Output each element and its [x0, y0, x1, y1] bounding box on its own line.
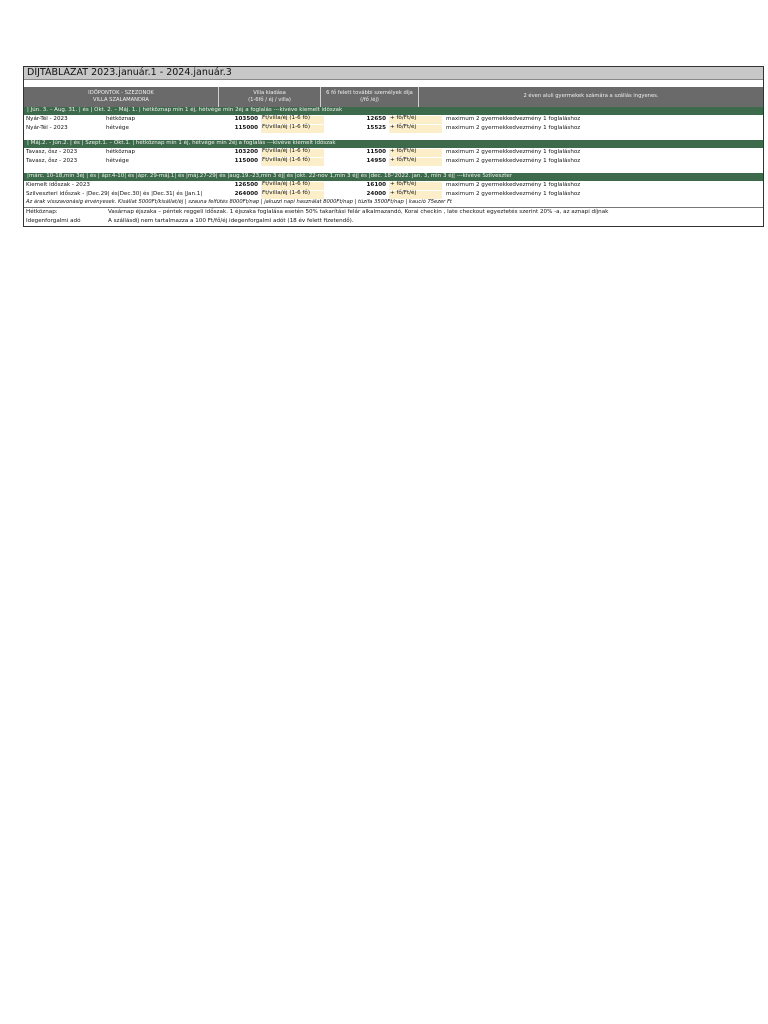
table-title	[24, 67, 763, 80]
info-text: Vasárnap éjszaka – péntek reggeli időszak. 1 éjszaka foglalása esetén 50% takarítási felár alkalmazandó, Korai checkin , late checkout egyeztetés szerint 20% -a, az aznapi díjnak	[108, 208, 609, 215]
row-child-discount: maximum 2 gyermekkedvezmény 1 foglaláshoz	[446, 148, 581, 155]
row-child-discount: maximum 2 gyermekkedvezmény 1 foglaláshoz	[446, 124, 581, 131]
row-price: 103200	[234, 148, 258, 155]
row-price: 103500	[234, 115, 258, 122]
row-price-unit: Ft/villa/éj (1-6 fő)	[261, 125, 324, 133]
row-price-unit: Ft/villa/éj (1-6 fő)	[261, 182, 324, 190]
header-children-text: 2 éven aluli gyermekek számára a szállás ingyenes.	[523, 93, 659, 100]
info-row	[24, 217, 763, 226]
table-row	[24, 148, 763, 157]
header-villa-rent-line1: Villa kiadása	[253, 89, 286, 96]
row-extra-unit: + fő/Ft/éj	[389, 116, 442, 124]
header-extra-persons	[321, 87, 419, 107]
row-price: 126500	[234, 181, 258, 188]
row-day-type: hétvége	[106, 157, 129, 164]
row-day-type: hétvége	[106, 124, 129, 131]
table-header	[24, 87, 763, 107]
header-periods-line2: VILLA SZALAMANDRA	[93, 97, 149, 103]
spacer	[24, 80, 763, 87]
header-extra-persons-line1: 6 fő felett további személyek díja	[326, 89, 413, 96]
row-period: Kiemelt időszak - 2023	[26, 181, 90, 188]
row-child-discount: maximum 2 gyermekkedvezmény 1 foglaláshoz	[446, 157, 581, 164]
row-extra-unit: + fő/Ft/éj	[389, 182, 442, 190]
row-child-discount: maximum 2 gyermekkedvezmény 1 foglaláshoz	[446, 181, 581, 188]
row-extra-unit: + fő/Ft/éj	[389, 158, 442, 166]
header-children	[419, 87, 763, 107]
header-periods	[24, 87, 219, 107]
price-table	[23, 66, 764, 227]
season-banner: |márc. 10-18,min 3éj | és | ápr.4-10| és |ápr. 29-máj.1| és |máj.27-29| és |aug.19.-23,min 3 éj| és |okt. 22-nov 1,min 3 éj| és |dec. 18-'2022. jan. 3, min 3 éj| ---kivéve Szilveszter	[24, 173, 763, 181]
row-price-unit: Ft/villa/éj (1-6 fő)	[261, 149, 324, 157]
row-extra-price: 15525	[366, 124, 386, 131]
info-row	[24, 208, 763, 217]
row-period: Tavasz, ősz - 2023	[26, 148, 78, 155]
row-day-type: hétköznap	[106, 148, 136, 155]
row-extra-price: 16100	[366, 181, 386, 188]
row-price: 264000	[234, 190, 258, 197]
row-price-unit: Ft/villa/éj (1-6 fő)	[261, 158, 324, 166]
table-row	[24, 115, 763, 124]
row-period: Tavasz, ősz - 2023	[26, 157, 78, 164]
row-child-discount: maximum 2 gyermekkedvezmény 1 foglaláshoz	[446, 190, 581, 197]
row-extra-price: 12650	[366, 115, 386, 122]
row-child-discount: maximum 2 gyermekkedvezmény 1 foglaláshoz	[446, 115, 581, 122]
title-text: DÍJTÁBLÁZAT 2023.január.1 - 2024.január.3	[27, 67, 232, 79]
row-extra-price: 14950	[366, 157, 386, 164]
header-villa-rent	[219, 87, 321, 107]
row-price: 115000	[234, 124, 258, 131]
row-price: 115000	[234, 157, 258, 164]
row-period: Szilveszteri időszak - |Dec.29| és|Dec.30| és |Dec.31| és |Jan.1|	[26, 190, 203, 197]
season-banner: | Máj.2. - Jún.2. | és | Szept.1. – Okt.1. | hétköznap min 1 éj, hétvége min 2éj a foglalás ---kivéve kiemelt időszak	[24, 140, 763, 148]
info-label: Hétköznap:	[26, 208, 58, 215]
row-gap	[24, 133, 763, 140]
row-price-unit: Ft/villa/éj (1-6 fő)	[261, 116, 324, 124]
row-gap	[24, 166, 763, 173]
row-day-type: hétköznap	[106, 115, 136, 122]
header-villa-rent-line2: (1-6fő / éj / villa)	[248, 97, 291, 103]
header-periods-line1: IDŐPONTOK - SZEZONOK	[88, 89, 154, 96]
row-extra-unit: + fő/Ft/éj	[389, 149, 442, 157]
info-label: Idegenforgalmi adó	[26, 217, 81, 224]
row-extra-price: 11500	[366, 148, 386, 155]
row-price-unit: Ft/villa/éj (1-6 fő)	[261, 191, 324, 199]
table-row	[24, 181, 763, 190]
row-extra-unit: + fő/Ft/éj	[389, 125, 442, 133]
info-text: A szállásdíj nem tartalmazza a 100 Ft/fő/éj idegenforgalmi adót (18 év felett fizetendő).	[108, 217, 354, 224]
row-period: Nyár-Tél - 2023	[26, 115, 68, 122]
table-row	[24, 190, 763, 199]
row-period: Nyár-Tél - 2023	[26, 124, 68, 131]
extras-note: Az árak visszavonásig érvényesek. Kisállat 5000Ft/kisállat/éj | szauna felfűtés 8000Ft/nap | jakuzzi napi használat 8000Ft/nap | tűzifa 3500Ft/nap | kaució 75ezer Ft	[24, 199, 763, 208]
header-extra-persons-line2: (/fő /éj)	[360, 97, 379, 103]
table-row	[24, 124, 763, 133]
table-row	[24, 157, 763, 166]
row-extra-price: 24000	[366, 190, 386, 197]
row-extra-unit: + fő/Ft/éj	[389, 191, 442, 199]
season-banner: | Jún. 3. – Aug. 31. | és | Okt. 2. – Máj. 1. | hétköznap min 1 éj, hétvége min 2éj a foglalás ---kivéve kiemelt időszak	[24, 107, 763, 115]
